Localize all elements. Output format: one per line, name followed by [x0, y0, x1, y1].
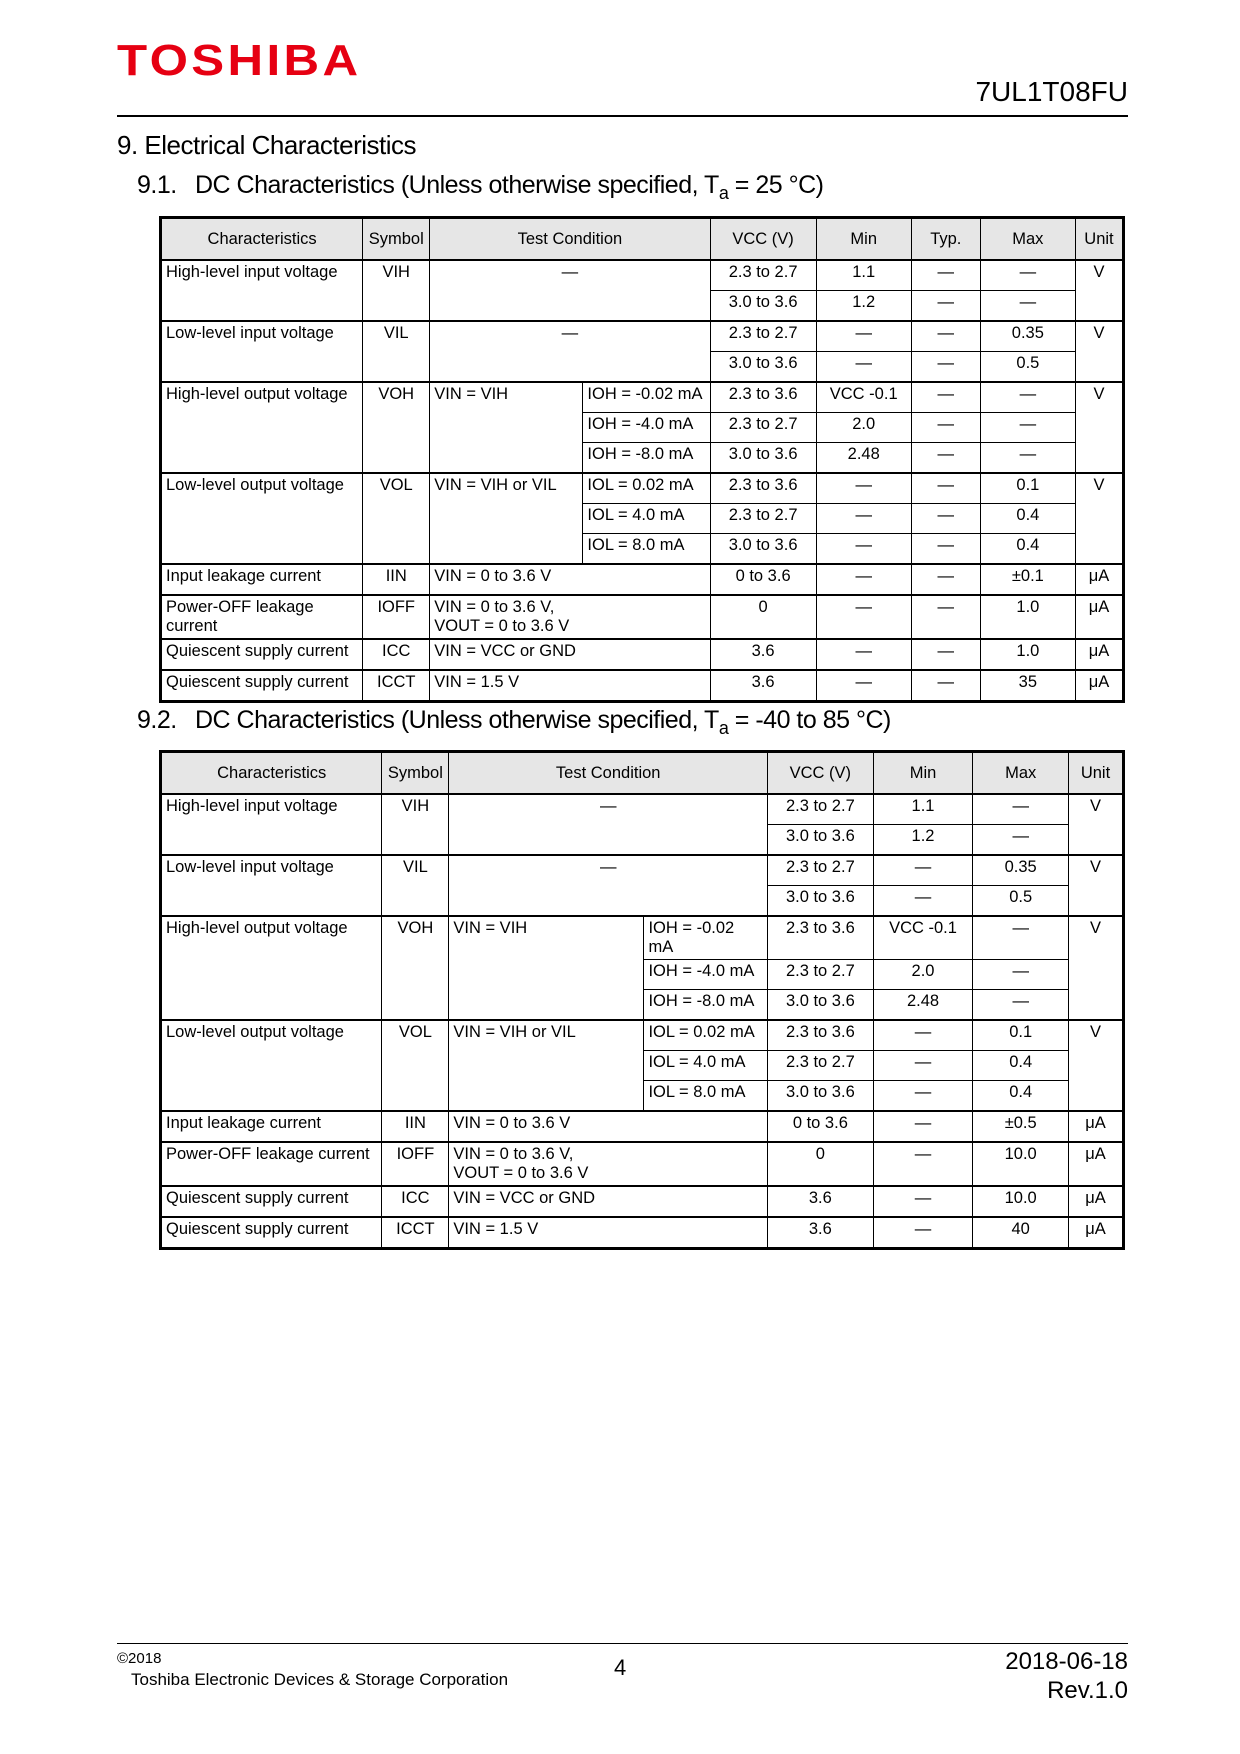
footer-divider — [117, 1643, 1128, 1644]
vcc-value: 2.3 to 3.6 — [768, 1020, 874, 1051]
dc-characteristics-table-85c — [159, 750, 1125, 1250]
characteristic-name: High-level output voltage — [161, 382, 363, 473]
company-name: Toshiba Electronic Devices & Storage Corporation — [131, 1670, 509, 1689]
test-condition — [430, 473, 583, 564]
characteristic-name: Quiescent supply current — [161, 1186, 382, 1217]
test-condition — [430, 595, 710, 639]
min-value: — — [816, 321, 911, 352]
table-row — [161, 1111, 1124, 1142]
max-value: — — [973, 960, 1069, 990]
vcc-value: 2.3 to 2.7 — [710, 321, 816, 352]
min-value: 1.2 — [873, 825, 973, 856]
vcc-value: 2.3 to 2.7 — [768, 794, 874, 825]
test-condition-line: VIN = VIH — [434, 385, 509, 403]
symbol-cell: VOH — [382, 916, 449, 1020]
vcc-value: 2.3 to 2.7 — [768, 1051, 874, 1081]
min-value: — — [816, 639, 911, 670]
table-row — [161, 639, 1124, 670]
test-condition-line: VIN = 0 to 3.6 V — [434, 567, 552, 585]
test-condition — [449, 1217, 768, 1249]
typ-value: — — [911, 564, 980, 595]
test-condition — [430, 260, 710, 321]
min-value: 1.2 — [816, 291, 911, 322]
characteristic-name: Low-level output voltage — [161, 1020, 382, 1111]
max-value: — — [980, 260, 1075, 291]
max-value: 0.4 — [980, 534, 1075, 565]
characteristic-name: Low-level output voltage — [161, 473, 363, 564]
vcc-value: 3.0 to 3.6 — [768, 1081, 874, 1112]
column-header: Min — [816, 218, 911, 261]
test-condition-line: — — [561, 324, 579, 342]
max-value: 0.5 — [973, 886, 1069, 917]
min-value: 2.48 — [816, 443, 911, 474]
test-condition-line: VIN = VIH or VIL — [434, 476, 557, 494]
vcc-value: 2.3 to 2.7 — [710, 260, 816, 291]
typ-value: — — [911, 443, 980, 474]
min-value: 2.0 — [816, 413, 911, 443]
characteristic-name: Low-level input voltage — [161, 855, 382, 916]
column-header: Unit — [1075, 218, 1123, 261]
min-value: 2.0 — [873, 960, 973, 990]
min-value: 1.1 — [816, 260, 911, 291]
table-row — [161, 564, 1124, 595]
test-condition-line: — — [561, 263, 579, 281]
max-value: 1.0 — [980, 595, 1075, 639]
unit-cell: μA — [1069, 1217, 1124, 1249]
min-value: — — [873, 855, 973, 886]
max-value: 1.0 — [980, 639, 1075, 670]
vcc-value: 0 to 3.6 — [710, 564, 816, 595]
typ-value: — — [911, 639, 980, 670]
test-condition-line: VOUT = 0 to 3.6 V — [453, 1164, 589, 1182]
unit-cell: μA — [1075, 639, 1123, 670]
subsection-text-end: = 25 °C) — [728, 171, 824, 199]
subsection-number: 9.1. — [137, 171, 177, 199]
output-current-condition: IOH = -8.0 mA — [583, 443, 710, 474]
subsection-text: DC Characteristics (Unless otherwise specified, T — [195, 171, 719, 199]
max-value: 0.4 — [973, 1081, 1069, 1112]
vcc-value: 3.0 to 3.6 — [768, 825, 874, 856]
unit-cell: μA — [1069, 1111, 1124, 1142]
symbol-cell: VOH — [363, 382, 430, 473]
vcc-value: 0 to 3.6 — [768, 1111, 874, 1142]
max-value: 10.0 — [973, 1142, 1069, 1186]
max-value: ±0.5 — [973, 1111, 1069, 1142]
symbol-cell: VOL — [363, 473, 430, 564]
min-value: — — [873, 1020, 973, 1051]
min-value: — — [816, 595, 911, 639]
vcc-value: 3.6 — [768, 1217, 874, 1249]
table-row — [161, 382, 1124, 413]
table-row — [161, 1217, 1124, 1249]
typ-value: — — [911, 413, 980, 443]
symbol-cell: ICC — [363, 639, 430, 670]
column-header: Test Condition — [449, 752, 768, 795]
max-value: — — [980, 291, 1075, 322]
symbol-cell: VIH — [382, 794, 449, 855]
test-condition-line: — — [599, 858, 617, 876]
output-current-condition: IOL = 4.0 mA — [583, 504, 710, 534]
unit-cell: V — [1069, 1020, 1124, 1111]
table-row — [161, 794, 1124, 825]
column-header: Min — [873, 752, 973, 795]
typ-value: — — [911, 382, 980, 413]
vcc-value: 3.0 to 3.6 — [710, 352, 816, 383]
characteristic-name: Quiescent supply current — [161, 639, 363, 670]
table-row — [161, 260, 1124, 291]
vcc-value: 3.6 — [710, 639, 816, 670]
min-value: — — [816, 504, 911, 534]
subsection-number: 9.2. — [137, 706, 177, 734]
test-condition — [449, 916, 644, 1020]
min-value: — — [873, 1186, 973, 1217]
min-value: — — [816, 534, 911, 565]
test-condition-line: VIN = VIH — [453, 919, 528, 937]
min-value: — — [873, 1217, 973, 1249]
vcc-value: 3.6 — [710, 670, 816, 702]
subsection-text-end: = -40 to 85 °C) — [728, 706, 891, 734]
unit-cell: μA — [1069, 1142, 1124, 1186]
output-current-condition: IOL = 0.02 mA — [644, 1020, 768, 1051]
test-condition-line: VIN = 0 to 3.6 V, — [453, 1145, 574, 1163]
test-condition-line: VOUT = 0 to 3.6 V — [434, 617, 570, 635]
characteristic-name: High-level input voltage — [161, 260, 363, 321]
test-condition — [449, 1020, 644, 1111]
max-value: 10.0 — [973, 1186, 1069, 1217]
symbol-cell: VIH — [363, 260, 430, 321]
characteristic-name: Quiescent supply current — [161, 1217, 382, 1249]
vcc-value: 0 — [768, 1142, 874, 1186]
symbol-cell: IOFF — [363, 595, 430, 639]
subsection-title-85c — [137, 706, 891, 739]
table-row — [161, 473, 1124, 504]
typ-value: — — [911, 260, 980, 291]
unit-cell: μA — [1075, 670, 1123, 702]
test-condition-line: VIN = 1.5 V — [453, 1220, 539, 1238]
characteristic-name: Input leakage current — [161, 1111, 382, 1142]
column-header: VCC (V) — [768, 752, 874, 795]
min-value: VCC -0.1 — [816, 382, 911, 413]
output-current-condition: IOL = 8.0 mA — [583, 534, 710, 565]
min-value: 2.48 — [873, 990, 973, 1021]
subsection-title-25c — [137, 171, 823, 204]
publish-date: 2018-06-18 — [1005, 1648, 1128, 1675]
min-value: — — [816, 473, 911, 504]
output-current-condition: IOH = -4.0 mA — [644, 960, 768, 990]
symbol-cell: IIN — [382, 1111, 449, 1142]
typ-value: — — [911, 352, 980, 383]
subsection-text: DC Characteristics (Unless otherwise specified, T — [195, 706, 719, 734]
min-value: — — [816, 670, 911, 702]
typ-value: — — [911, 473, 980, 504]
vcc-value: 2.3 to 2.7 — [710, 504, 816, 534]
vcc-value: 3.0 to 3.6 — [768, 990, 874, 1021]
max-value: ±0.1 — [980, 564, 1075, 595]
test-condition — [430, 564, 710, 595]
characteristic-name: High-level output voltage — [161, 916, 382, 1020]
test-condition — [430, 382, 583, 473]
column-header: VCC (V) — [710, 218, 816, 261]
max-value: 0.5 — [980, 352, 1075, 383]
max-value: 0.35 — [973, 855, 1069, 886]
column-header: Max — [980, 218, 1075, 261]
revision: Rev.1.0 — [1047, 1677, 1128, 1704]
test-condition — [430, 670, 710, 702]
vcc-value: 3.0 to 3.6 — [768, 886, 874, 917]
vcc-value: 3.0 to 3.6 — [710, 291, 816, 322]
column-header: Characteristics — [161, 218, 363, 261]
test-condition-line: VIN = 0 to 3.6 V, — [434, 598, 555, 616]
output-current-condition: IOH = -4.0 mA — [583, 413, 710, 443]
unit-cell: μA — [1069, 1186, 1124, 1217]
test-condition — [430, 639, 710, 670]
page-number: 4 — [614, 1655, 627, 1680]
test-condition-line: VIN = VCC or GND — [434, 642, 576, 660]
max-value: — — [973, 825, 1069, 856]
test-condition — [449, 1186, 768, 1217]
table-row — [161, 855, 1124, 886]
min-value: — — [873, 1051, 973, 1081]
typ-value: — — [911, 321, 980, 352]
test-condition-line: — — [599, 797, 617, 815]
test-condition-line: VIN = VCC or GND — [453, 1189, 596, 1207]
test-condition-line: VIN = 0 to 3.6 V — [453, 1114, 571, 1132]
max-value: — — [980, 382, 1075, 413]
vcc-value: 2.3 to 3.6 — [710, 473, 816, 504]
column-header: Symbol — [382, 752, 449, 795]
unit-cell: V — [1069, 916, 1124, 1020]
table-row — [161, 670, 1124, 702]
test-condition-line: VIN = VIH or VIL — [453, 1023, 576, 1041]
subsection-subscript: a — [718, 718, 729, 738]
max-value: — — [980, 413, 1075, 443]
table-row — [161, 1186, 1124, 1217]
vcc-value: 3.6 — [768, 1186, 874, 1217]
min-value: VCC -0.1 — [873, 916, 973, 960]
vcc-value: 3.0 to 3.6 — [710, 443, 816, 474]
header-divider — [117, 115, 1128, 117]
part-number: 7UL1T08FU — [975, 76, 1128, 107]
symbol-cell: VIL — [363, 321, 430, 382]
unit-cell: V — [1075, 473, 1123, 564]
output-current-condition: IOL = 4.0 mA — [644, 1051, 768, 1081]
vcc-value: 0 — [710, 595, 816, 639]
max-value: 0.1 — [973, 1020, 1069, 1051]
vcc-value: 2.3 to 3.6 — [710, 382, 816, 413]
table-row — [161, 595, 1124, 639]
characteristic-name: Input leakage current — [161, 564, 363, 595]
output-current-condition: IOL = 8.0 mA — [644, 1081, 768, 1112]
max-value: — — [973, 794, 1069, 825]
symbol-cell: IOFF — [382, 1142, 449, 1186]
characteristic-name: Power-OFF leakage current — [161, 595, 363, 639]
max-value: 0.4 — [980, 504, 1075, 534]
column-header: Max — [973, 752, 1069, 795]
symbol-cell: VIL — [382, 855, 449, 916]
table-row — [161, 916, 1124, 960]
max-value: 0.4 — [973, 1051, 1069, 1081]
max-value: 0.1 — [980, 473, 1075, 504]
unit-cell: V — [1075, 321, 1123, 382]
symbol-cell: VOL — [382, 1020, 449, 1111]
min-value: — — [873, 886, 973, 917]
min-value: 1.1 — [873, 794, 973, 825]
symbol-cell: ICC — [382, 1186, 449, 1217]
characteristic-name: Quiescent supply current — [161, 670, 363, 702]
table-row — [161, 1020, 1124, 1051]
column-header: Typ. — [911, 218, 980, 261]
max-value: 40 — [973, 1217, 1069, 1249]
dc-characteristics-table-25c — [159, 216, 1125, 703]
max-value: — — [980, 443, 1075, 474]
unit-cell: V — [1075, 260, 1123, 321]
output-current-condition: IOH = -0.02 mA — [644, 916, 768, 960]
table-row — [161, 1142, 1124, 1186]
vcc-value: 3.0 to 3.6 — [710, 534, 816, 565]
column-header: Unit — [1069, 752, 1124, 795]
test-condition — [430, 321, 710, 382]
output-current-condition: IOH = -0.02 mA — [583, 382, 710, 413]
min-value: — — [873, 1081, 973, 1112]
unit-cell: V — [1069, 855, 1124, 916]
symbol-cell: ICCT — [382, 1217, 449, 1249]
typ-value: — — [911, 670, 980, 702]
vcc-value: 2.3 to 3.6 — [768, 916, 874, 960]
min-value: — — [816, 352, 911, 383]
column-header: Characteristics — [161, 752, 382, 795]
unit-cell: V — [1075, 382, 1123, 473]
column-header: Symbol — [363, 218, 430, 261]
typ-value: — — [911, 504, 980, 534]
max-value: 0.35 — [980, 321, 1075, 352]
test-condition — [449, 1142, 768, 1186]
max-value: — — [973, 916, 1069, 960]
characteristic-name: Power-OFF leakage current — [161, 1142, 382, 1186]
test-condition-line: VIN = 1.5 V — [434, 673, 520, 691]
brand-logo: TOSHIBA — [117, 36, 362, 85]
typ-value: — — [911, 595, 980, 639]
characteristic-name: Low-level input voltage — [161, 321, 363, 382]
test-condition — [449, 855, 768, 916]
test-condition — [449, 1111, 768, 1142]
output-current-condition: IOL = 0.02 mA — [583, 473, 710, 504]
symbol-cell: ICCT — [363, 670, 430, 702]
unit-cell: V — [1069, 794, 1124, 855]
table-row — [161, 321, 1124, 352]
copyright: ©2018 — [117, 1650, 162, 1667]
subsection-subscript: a — [718, 183, 729, 203]
section-title: 9. Electrical Characteristics — [117, 130, 417, 160]
vcc-value: 2.3 to 2.7 — [768, 855, 874, 886]
min-value: — — [816, 564, 911, 595]
unit-cell: μA — [1075, 595, 1123, 639]
vcc-value: 2.3 to 2.7 — [710, 413, 816, 443]
symbol-cell: IIN — [363, 564, 430, 595]
output-current-condition: IOH = -8.0 mA — [644, 990, 768, 1021]
vcc-value: 2.3 to 2.7 — [768, 960, 874, 990]
min-value: — — [873, 1142, 973, 1186]
typ-value: — — [911, 291, 980, 322]
max-value: 35 — [980, 670, 1075, 702]
test-condition — [449, 794, 768, 855]
typ-value: — — [911, 534, 980, 565]
unit-cell: μA — [1075, 564, 1123, 595]
characteristic-name: High-level input voltage — [161, 794, 382, 855]
column-header: Test Condition — [430, 218, 710, 261]
max-value: — — [973, 990, 1069, 1021]
min-value: — — [873, 1111, 973, 1142]
